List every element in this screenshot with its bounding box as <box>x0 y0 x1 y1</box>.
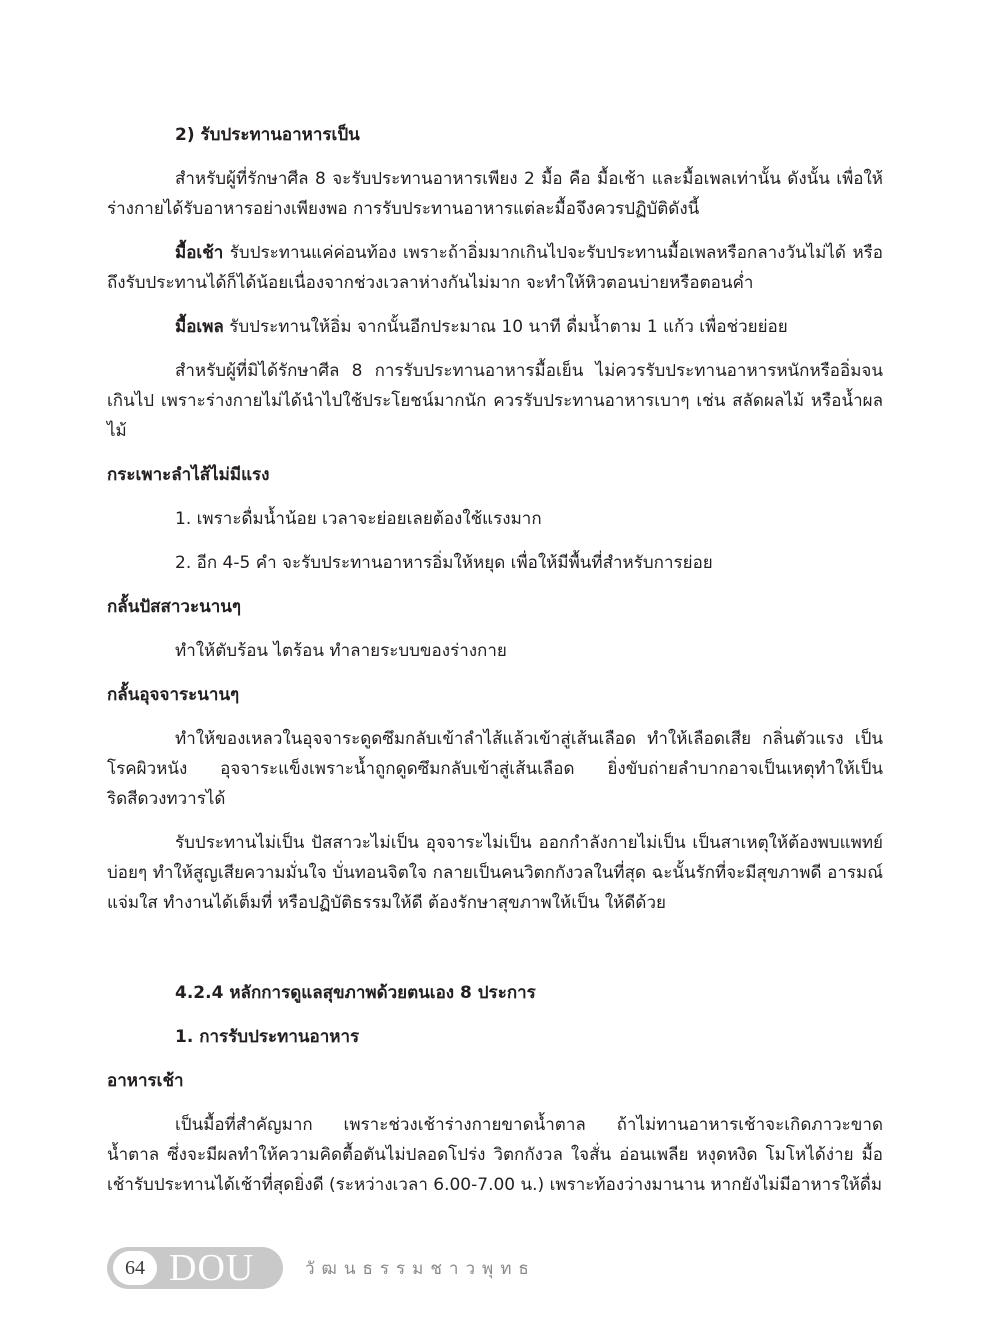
brand-logo: DOU <box>169 1247 255 1289</box>
paragraph-holding-feces: ทำให้ของเหลวในอุจจาระดูดซึมกลับเข้าลำไส้แล้วเข้าสู่เส้นเลือด ทำให้เลือดเสีย กลิ่นตัวแรง เป็นโรคผิวหนัง อุจจาระแข็งเพราะน้ำถูกดูดซึมกลับเข้าสู่เส้นเลือด ยิ่งขับถ่ายลำบากอาจเป็นเหตุทำให้เป็นริดสีดวงทวารได้ <box>107 729 883 809</box>
label-breakfast: มื้อเช้า <box>175 243 224 263</box>
heading-eating: 1. การรับประทานอาหาร <box>175 1027 360 1047</box>
paragraph-summary: รับประทานไม่เป็น ปัสสาวะไม่เป็น อุจจาระไม่เป็น ออกกำลังกายไม่เป็น เป็นสาเหตุให้ต้องพบแพทย์บ่อยๆ ทำให้สูญเสียความมั่นใจ บั่นทอนจิตใจ กลายเป็นคนวิตกกังวลในที่สุด ฉะนั้นรักที่จะมีสุขภาพดี อารมณ์แจ่มใส ทำงานได้เต็มที่ หรือปฏิบัติธรรมให้ดี ต้องรักษาสุขภาพให้เป็น ให้ดีด้วย <box>107 833 883 913</box>
paragraph-precept-meals: สำหรับผู้ที่รักษาศีล 8 จะรับประทานอาหารเพียง 2 มื้อ คือ มื้อเช้า และมื้อเพลเท่านั้น ดังนั้น เพื่อให้ร่างกายได้รับอาหารอย่างเพียงพอ การรับประทานอาหารแต่ละมื้อจึงควรปฏิบัติดังนี้ <box>107 169 883 219</box>
section-gap <box>107 932 883 978</box>
list-item: 2. อีก 4-5 คำ จะรับประทานอาหารอิ่มให้หยุด เพื่อให้มีพื้นที่สำหรับการย่อย <box>175 553 713 573</box>
heading-holding-feces: กลั้นอุจจาระนานๆ <box>107 685 240 705</box>
heading-weak-stomach: กระเพาะลำไส้ไม่มีแรง <box>107 465 270 485</box>
text-noon-meal: รับประทานให้อิ่ม จากนั้นอีกประมาณ 10 นาที ดื่มน้ำตาม 1 แก้ว เพื่อช่วยย่อย <box>223 317 788 337</box>
page-footer <box>107 1246 536 1290</box>
heading-breakfast: อาหารเช้า <box>107 1071 184 1091</box>
page-body <box>107 120 883 1214</box>
label-noon-meal: มื้อเพล <box>175 317 224 337</box>
paragraph-breakfast-meal <box>107 238 883 298</box>
page-number: 64 <box>113 1251 157 1285</box>
folio-badge <box>107 1247 283 1289</box>
running-title: วัฒนธรรมชาวพุทธ <box>305 1258 536 1279</box>
heading-eat-properly: 2) รับประทานอาหารเป็น <box>175 125 360 145</box>
paragraph-noon-meal <box>107 312 883 342</box>
paragraph-evening-meal: สำหรับผู้ที่มิได้รักษาศีล 8 การรับประทานอาหารมื้อเย็น ไม่ควรรับประทานอาหารหนักหรืออิ่มจนเกินไป เพราะร่างกายไม่ได้นำไปใช้ประโยชน์มากนัก ควรรับประทานอาหารเบาๆ เช่น สลัดผลไม้ หรือน้ำผลไม้ <box>107 361 884 441</box>
heading-holding-urine: กลั้นปัสสาวะนานๆ <box>107 597 242 617</box>
list-item: 1. เพราะดื่มน้ำน้อย เวลาจะย่อยเลยต้องใช้แรงมาก <box>175 509 542 529</box>
paragraph-holding-urine: ทำให้ตับร้อน ไตร้อน ทำลายระบบของร่างกาย <box>175 641 507 661</box>
heading-section-4-2-4: 4.2.4 หลักการดูแลสุขภาพด้วยตนเอง 8 ประการ <box>175 983 536 1003</box>
text-breakfast: รับประทานแค่ค่อนท้อง เพราะถ้าอิ่มมากเกินไปจะรับประทานมื้อเพลหรือกลางวันไม่ได้ หรือถึงรับประทานได้ก็ได้น้อยเนื่องจากช่วงเวลาห่างกันไม่มาก จะทำให้หิวตอนบ่ายหรือตอนค่ำ <box>107 243 883 293</box>
paragraph-breakfast: เป็นมื้อที่สำคัญมาก เพราะช่วงเช้าร่างกายขาดน้ำตาล ถ้าไม่ทานอาหารเช้าจะเกิดภาวะขาดน้ำตาล ซึ่งจะมีผลทำให้ความคิดตื้อตันไม่ปลอดโปร่ง วิตกกังวล ใจสั่น อ่อนเพลีย หงุดหงิด โมโหได้ง่าย มื้อเช้ารับประทานได้เช้าที่สุดยิ่งดี (ระหว่างเวลา 6.00-7.00 น.) เพราะท้องว่างมานาน หากยังไม่มีอาหารให้ดื่ม <box>107 1115 883 1195</box>
